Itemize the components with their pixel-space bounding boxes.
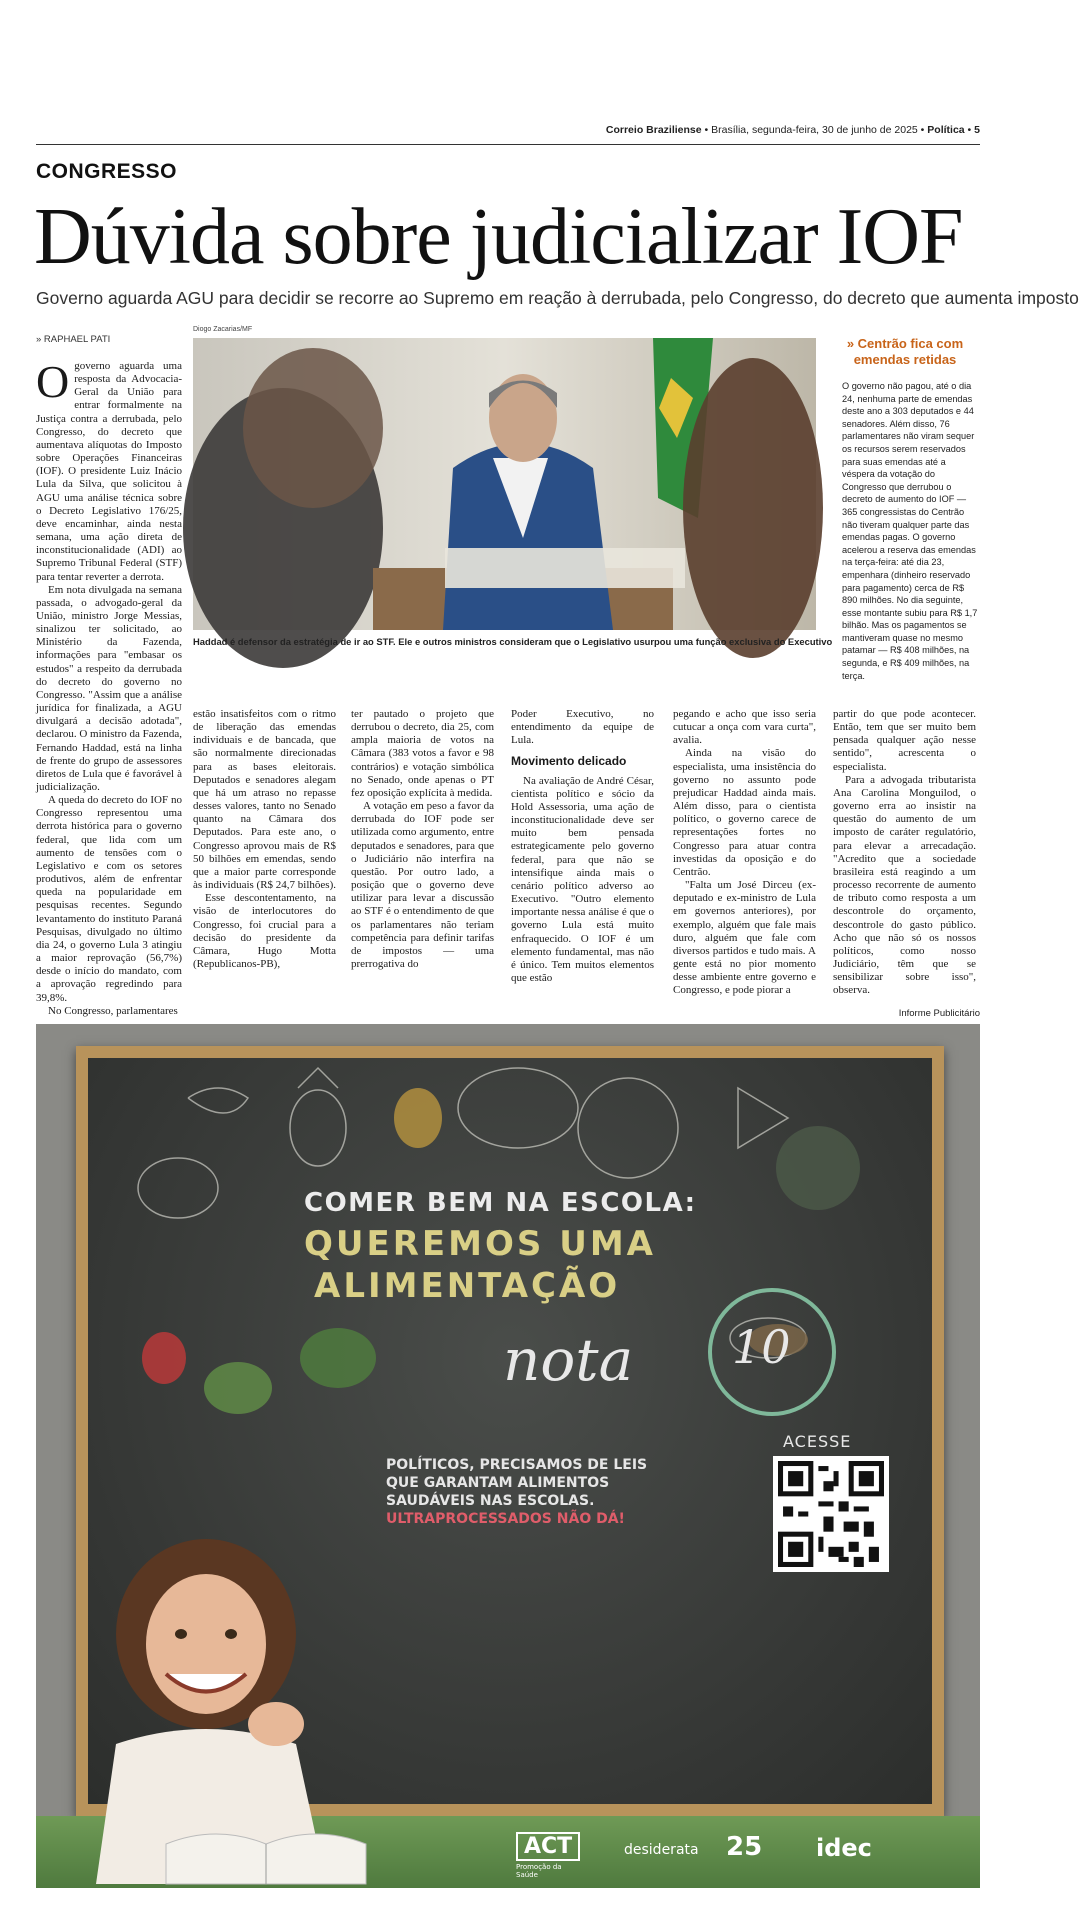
paragraph: ter pautado o projeto que derrubou o decreto, dia 25, com ampla maioria de votos na Câmara (383 votos a favor e 98 contrários) e votação simbólica no Senado, onde apenas o PT fez oposição explícita à medida. bbox=[351, 708, 494, 799]
act-logo bbox=[516, 1832, 580, 1879]
advertisement bbox=[36, 1024, 980, 1888]
paragraph: Esse descontentamento, na visão de interlocutores do Congresso, foi crucial para a decisão do presidente da Câmara, Hugo Motta (Republicanos-PB), bbox=[193, 892, 336, 970]
ad-label: Informe Publicitário bbox=[898, 1008, 980, 1019]
running-header: Correio Braziliense • Brasília, segunda-feira, 30 de junho de 2025 • Política • 5 bbox=[605, 124, 980, 136]
ad-line-3: ALIMENTAÇÃO bbox=[314, 1266, 621, 1306]
article-column-3 bbox=[351, 708, 494, 994]
ad-line-1: COMER BEM NA ESCOLA: bbox=[304, 1188, 697, 1218]
paragraph: "Falta um José Dirceu (ex-deputado e ex-ministro de Lula em governos anteriores), por exemplo, alguém que fale mais duro, alguém que fale com diversos partidos e tudo mais. A gente está no pior momento desse ambiente entre governo e Congresso, e pode piorar a bbox=[673, 879, 816, 997]
sidebar-box bbox=[830, 336, 980, 682]
paragraph: Na avaliação de André César, cientista político e sócio da Hold Assessoria, uma ação de inconstitucionalidade deve ser muito bem pensada estrategicamente pelo governo federal, para que não se intensifique ainda mais o cenário político adverso ao Executivo. "Outro elemento importante nessa análise é que o governo Lula está muito enfraquecido. O IOF é um elemento fundamental, mas não é único. Tem muitos elementos que estão bbox=[511, 774, 654, 984]
sidebar-title: » Centrão fica com emendas retidas bbox=[846, 336, 964, 367]
ad-message-line-1: POLÍTICOS, PRECISAMOS DE LEIS bbox=[386, 1457, 648, 1473]
ad-message bbox=[386, 1456, 647, 1528]
idec-logo: idec bbox=[816, 1834, 872, 1862]
grade-ten: 10 bbox=[732, 1320, 791, 1374]
article-column-4 bbox=[511, 708, 654, 994]
qr-code-icon bbox=[778, 1461, 884, 1567]
sidebar-text: O governo não pagou, até o dia 24, nenhuma parte de emendas deste ano a 303 deputados e 44 senadores. Além disso, 76 parlamentares não viram sequer os recursos serem reservados para suas emendas até a véspera da votação do Congresso que derrubou o decreto de aumento do IOF — 365 congressistas do Centrão não tiveram qualquer parte das emendas pagas. O governo acelerou a reserva das emendas na terça-feira: até dia 23, empenhara (dinheiro reservado para pagamento) cerca de R$ 890 milhões. No dia seguinte, esse montante subiu para R$ 1,7 bilhão. Mas os pagamentos se mantiveram quase no mesmo patamar — R$ 408 milhões, na segunda, e R$ 409 milhões, na terça. bbox=[842, 381, 978, 681]
dropcap: O bbox=[36, 356, 70, 407]
page-number: 5 bbox=[974, 124, 980, 136]
acesse-label: ACESSE bbox=[783, 1432, 852, 1451]
paper-name: Correio Braziliense bbox=[605, 124, 702, 136]
open-book bbox=[166, 1814, 366, 1884]
byline: » RAPHAEL PATI bbox=[36, 334, 111, 345]
photo-caption: Haddad é defensor da estratégia de ir ao STF. Ele e outros ministros consideram que o Legislativo usurpou uma função exclusiva do Executivo bbox=[193, 636, 833, 647]
nota-word: nota bbox=[503, 1326, 634, 1394]
paragraph: No Congresso, parlamentares bbox=[48, 1004, 178, 1017]
article-column-5 bbox=[673, 708, 816, 997]
paragraph: A votação em peso a favor da derrubada do IOF pode ser utilizada como argumento, entre deputados e senadores, para que o Judiciário não interfira na questão. Por outro lado, a posição que o governo deve utilizar para levar a discussão ao STF é o entendimento de que os parlamentares não teriam competência para definir tarifas de impostos — uma prerrogativa do bbox=[351, 800, 494, 970]
act-logo-subtitle: Promoção da Saúde bbox=[516, 1863, 562, 1879]
haddad-photo bbox=[193, 338, 816, 630]
article-column-6 bbox=[833, 708, 976, 997]
crosshead: Movimento delicado bbox=[511, 754, 627, 769]
subhead: Governo aguarda AGU para decidir se recorre ao Supremo em reação à derrubada, pelo Congresso, do decreto que aumenta imposto bbox=[36, 288, 1079, 308]
anniversary-logo: 25 bbox=[726, 1832, 763, 1862]
paragraph: Poder Executivo, no entendimento da equipe de Lula. bbox=[511, 708, 654, 747]
photo-illustration bbox=[193, 338, 816, 630]
article-column-1 bbox=[36, 356, 183, 1017]
ad-message-line-4: ULTRAPROCESSADOS NÃO DÁ! bbox=[386, 1511, 625, 1527]
paragraph: Ainda na visão do especialista, uma insistência do governo no assunto pode prejudicar Haddad ainda mais. Além disso, para o cientista político, o governo carece de representações fortes no Congresso para atuar contra investidas da oposição e do Centrão. bbox=[673, 747, 816, 878]
headline: Dúvida sobre judicializar IOF bbox=[34, 193, 963, 281]
paragraph: pegando e acho que isso seria cutucar a onça com vara curta", avalia. bbox=[673, 708, 816, 747]
ad-message-line-2: QUE GARANTAM ALIMENTOS bbox=[386, 1475, 610, 1491]
top-rule bbox=[36, 144, 980, 145]
article-column-2 bbox=[193, 708, 336, 994]
paragraph: Em nota divulgada na semana passada, o advogado-geral da União, ministro Jorge Messias, sinalizou ter solicitado, ao Ministério da Fazenda, informações para "embasar os estudos" a respeito da derrubada do decreto do governo no Congresso. "Assim que a análise jurídica for finalizada, a AGU divulgará a decisão adotada", declarou. O ministro da Fazenda, Fernando Haddad, está na linha de frente do grupo de assessores diretos de Lula que é favorável à judicialização. bbox=[36, 583, 183, 793]
section-page: Política bbox=[927, 124, 965, 136]
qr-code[interactable] bbox=[773, 1456, 889, 1572]
act-logo-text: ACT bbox=[516, 1832, 580, 1861]
desiderata-logo: desiderata bbox=[624, 1842, 699, 1858]
paragraph: estão insatisfeitos com o ritmo de liberação das emendas individuais e de bancada, que são normalmente direcionadas para as bases eleitorais. Deputados e senadores alegam que há um atraso no repasse desses valores, tanto no Senado quanto na Câmara dos Deputados. Para este ano, o Congresso aprovou mais de R$ 50 bilhões em emendas, sendo que a maior parte corresponde às individuais (R$ 24,7 bilhões). bbox=[193, 708, 336, 892]
paragraph: governo aguarda uma resposta da Advocacia-Geral da União para entrar formalmente na Justiça contra a derrubada, pelo Congresso, do decreto que aumentava alíquotas do Imposto sobre Operações Financeiras (IOF). O presidente Luiz Inácio Lula da Silva, que solicitou à AGU uma análise técnica sobre o Decreto Legislativo 176/25, deve encaminhar, ainda nesta semana, uma ação direta de inconstitucionalidade (ADI) ao Supremo Tribunal Federal (STF) para tentar reverter a derrota. bbox=[36, 360, 182, 583]
ad-line-2: QUEREMOS UMA bbox=[304, 1224, 656, 1264]
paragraph: partir do que pode acontecer. Então, tem que ser muito bem pensada qualquer ação nesse sentido", acrescenta o especialista. bbox=[833, 708, 976, 773]
paragraph: Para a advogada tributarista Ana Carolina Monguilod, o governo erra ao insistir na questão do aumento de um imposto de caráter regulatório, para elevar a arrecadação. "Acredito que a sociedade brasileira está reagindo a um processo recorrente de aumento de tributo como resposta a um descontrole do orçamento, descontrole do gasto público. Acho que não só os nossos políticos, como nosso Judiciário, têm que se sensibilizar sobre isso", observa. bbox=[833, 773, 976, 997]
ad-message-line-3: SAUDÁVEIS NAS ESCOLAS. bbox=[386, 1493, 595, 1509]
section-label: CONGRESSO bbox=[36, 160, 178, 183]
paragraph: A queda do decreto do IOF no Congresso representou uma derrota histórica para o governo federal, que lida com um aumento de tensões com o Legislativo e com os setores produtivos, além de enfrentar queda na popularidade em pesquisas recentes. Segundo levantamento do instituto Paraná Pesquisas, divulgado no último dia 24, o governo Lula 3 atingiu a maior reprovação (56,7%) desde o início do mandato, com a aprovação regredindo para 39,8%. bbox=[36, 794, 182, 1004]
photo-credit: Diogo Zacarias/MF bbox=[193, 326, 253, 333]
place-date: Brasília, segunda-feira, 30 de junho de 2025 bbox=[711, 124, 918, 136]
